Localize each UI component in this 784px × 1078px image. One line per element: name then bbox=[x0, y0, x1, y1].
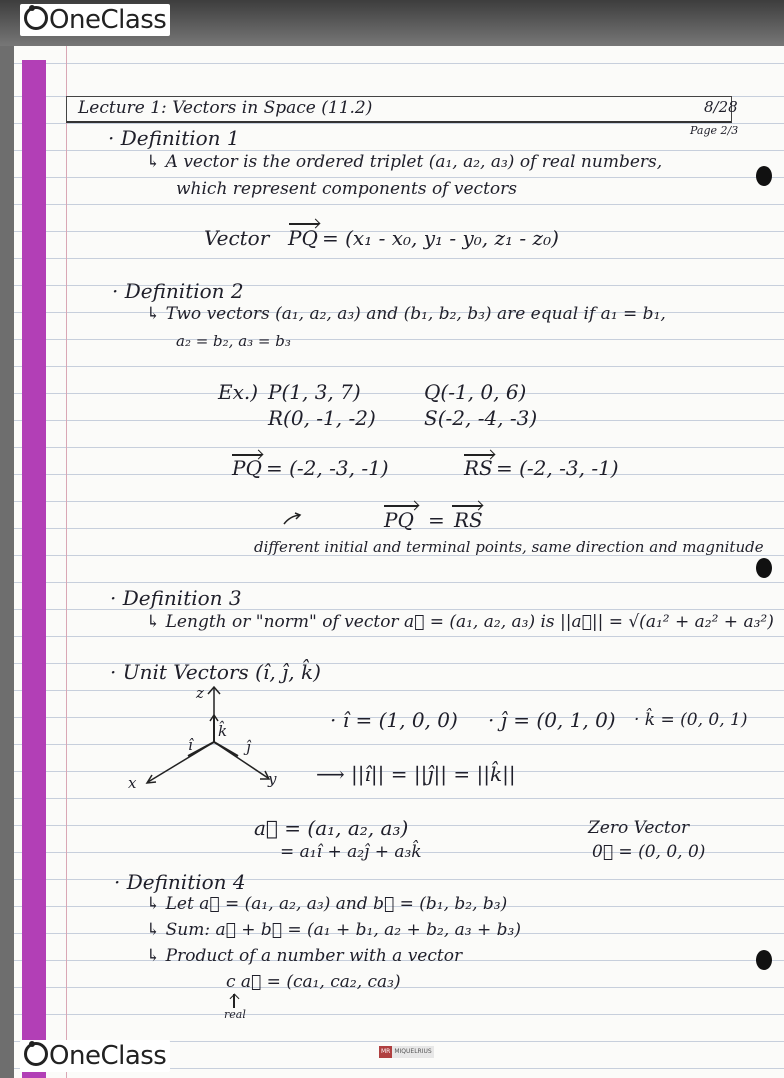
i-hat-label: î bbox=[188, 736, 193, 754]
point-p: P(1, 3, 7) bbox=[268, 380, 361, 404]
j-hat-definition: · ĵ = (0, 1, 0) bbox=[488, 708, 616, 732]
oneclass-ring-icon bbox=[24, 6, 48, 30]
definition-4-product: ↳ Product of a number with a vector bbox=[146, 946, 463, 966]
binder-edge bbox=[22, 60, 46, 1078]
definition-2-text-2: a₂ = b₂, a₃ = b₃ bbox=[176, 332, 291, 350]
example-label: Ex.) bbox=[218, 380, 259, 404]
date: 8/28 bbox=[704, 98, 738, 116]
definition-1-heading: · Definition 1 bbox=[108, 126, 240, 150]
page-number: Page 2/3 bbox=[690, 124, 739, 137]
definition-2-heading: · Definition 2 bbox=[112, 279, 244, 303]
oneclass-ring-icon bbox=[24, 1042, 48, 1066]
axis-z-label: z bbox=[196, 684, 204, 702]
equality-note: different initial and terminal points, same direction and magnitude bbox=[254, 538, 764, 556]
definition-1-text: ↳ A vector is the ordered triplet (a₁, a₂, a₃) of real numbers, bbox=[146, 152, 663, 172]
scalar-multiplication: c a⃗ = (ca₁, ca₂, ca₃) bbox=[226, 972, 401, 992]
punch-hole bbox=[756, 558, 772, 578]
definition-3-heading: · Definition 3 bbox=[110, 586, 242, 610]
point-s: S(-2, -4, -3) bbox=[424, 406, 538, 430]
lecture-title: Lecture 1: Vectors in Space (11.2) bbox=[78, 98, 373, 118]
notebook-brand-stamp: MR MIQUELRIUS bbox=[379, 1046, 434, 1058]
vector-formula-pq: PQ bbox=[288, 226, 318, 250]
point-q: Q(-1, 0, 6) bbox=[424, 380, 527, 404]
axis-y-label: y bbox=[268, 770, 277, 788]
margin-line bbox=[66, 46, 67, 1078]
small-arrow-icon bbox=[282, 512, 302, 526]
real-label: real bbox=[224, 1008, 246, 1021]
oneclass-logo-top: OneClass bbox=[20, 4, 170, 36]
unit-norms: ⟶ ||î|| = ||ĵ|| = ||k̂|| bbox=[316, 762, 516, 786]
equal-rhs: RS bbox=[454, 508, 483, 532]
axes-diagram bbox=[138, 684, 288, 794]
k-hat-label: k̂ bbox=[218, 722, 228, 740]
definition-4-sum: ↳ Sum: a⃗ + b⃗ = (a₁ + b₁, a₂ + b₂, a₃ + b₃) bbox=[146, 920, 521, 940]
oneclass-logo-bottom: OneClass bbox=[20, 1040, 170, 1072]
vector-a-components: a⃗ = (a₁, a₂, a₃) bbox=[254, 816, 409, 840]
punch-hole bbox=[756, 950, 772, 970]
point-r: R(0, -1, -2) bbox=[268, 406, 376, 430]
j-hat-label: ĵ bbox=[246, 738, 251, 756]
definition-2-text: ↳ Two vectors (a₁, a₂, a₃) and (b₁, b₂, b₃) are equal if a₁ = b₁, bbox=[146, 304, 666, 324]
i-hat-definition: · î = (1, 0, 0) bbox=[330, 708, 458, 732]
zero-vector-definition: 0⃗ = (0, 0, 0) bbox=[592, 842, 706, 862]
rs-value: = (-2, -3, -1) bbox=[496, 456, 619, 480]
definition-4-let: ↳ Let a⃗ = (a₁, a₂, a₃) and b⃗ = (b₁, b₂, b₃) bbox=[146, 894, 508, 914]
vector-formula-rhs: = (x₁ - x₀, y₁ - y₀, z₁ - z₀) bbox=[322, 226, 559, 250]
vector-formula-label: Vector bbox=[204, 226, 270, 250]
equal-sign: = bbox=[428, 508, 445, 532]
rs-vector: RS bbox=[464, 456, 493, 480]
definition-1-text-2: which represent components of vectors bbox=[176, 179, 517, 199]
pq-value: = (-2, -3, -1) bbox=[266, 456, 389, 480]
definition-3-text: ↳ Length or "norm" of vector a⃗ = (a₁, a₂, a₃) is ||a⃗|| = √(a₁² + a₂² + a₃²) bbox=[146, 612, 774, 632]
zero-vector-title: Zero Vector bbox=[588, 818, 690, 838]
definition-4-heading: · Definition 4 bbox=[114, 870, 246, 894]
equal-lhs: PQ bbox=[384, 508, 414, 532]
vector-a-unit-form: = a₁î + a₂ĵ + a₃k̂ bbox=[280, 842, 422, 862]
pq-vector: PQ bbox=[232, 456, 262, 480]
axis-x-label: x bbox=[128, 774, 137, 792]
k-hat-definition: · k̂ = (0, 0, 1) bbox=[634, 710, 748, 730]
punch-hole bbox=[756, 166, 772, 186]
unit-vectors-heading: · Unit Vectors (î, ĵ, k̂) bbox=[110, 660, 321, 684]
